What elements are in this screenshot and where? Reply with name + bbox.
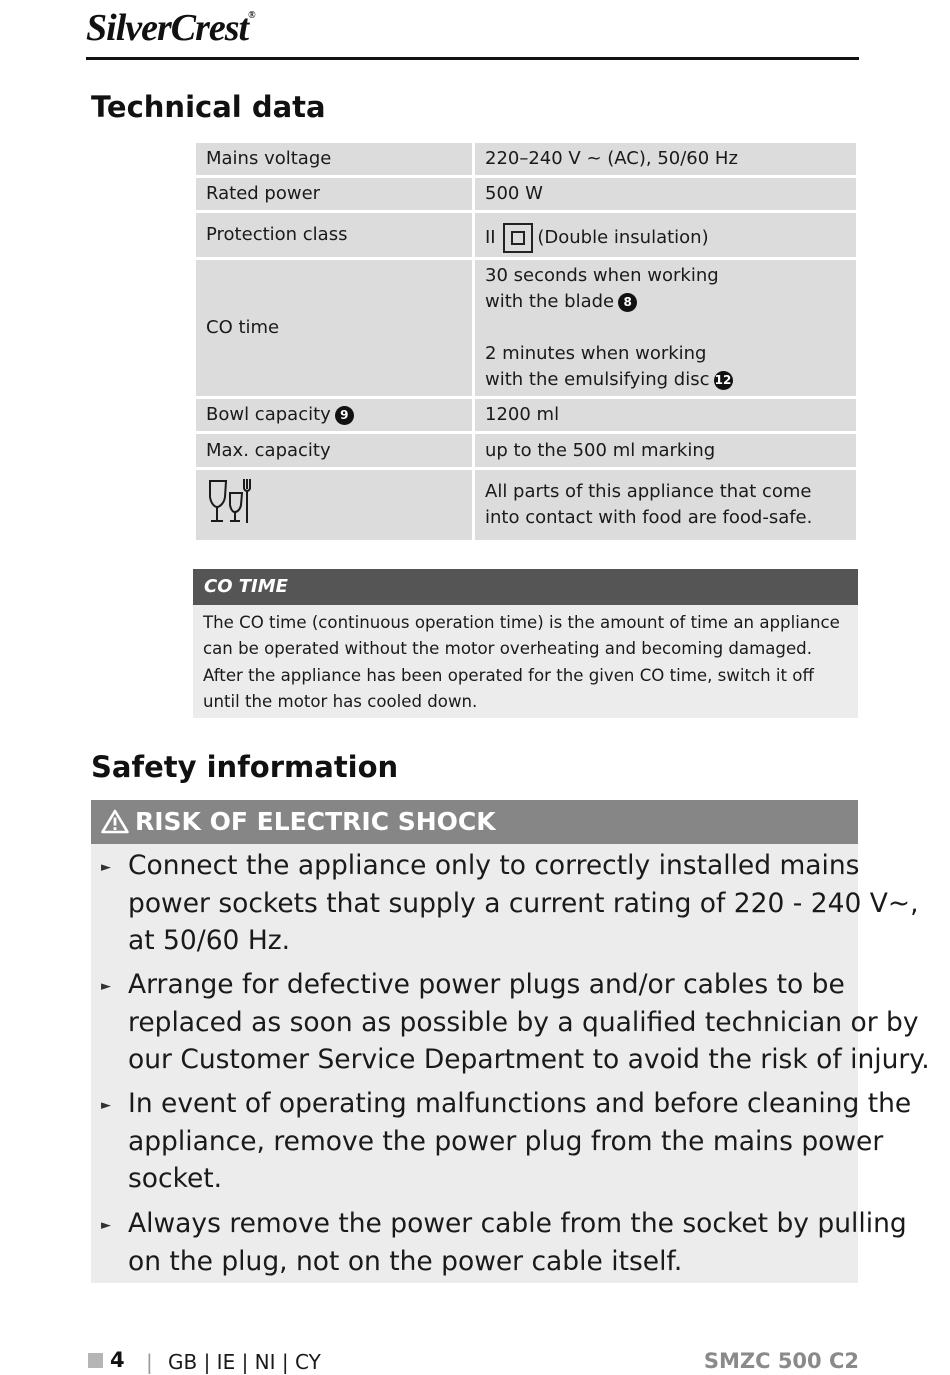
part-number-badge: 8 bbox=[618, 293, 637, 312]
table-row bbox=[196, 143, 856, 175]
table-row bbox=[196, 470, 856, 540]
list-item-line: replaced as soon as possible by a qualified technician or by bbox=[128, 1006, 919, 1038]
warning-body bbox=[91, 844, 930, 1283]
page-number: 4 bbox=[110, 1348, 125, 1372]
list-item-line: Arrange for defective power plugs and/or cables to be bbox=[128, 969, 845, 1000]
table-row bbox=[196, 213, 856, 257]
list-item-line: appliance, remove the power plug from the mains power bbox=[128, 1125, 884, 1157]
model-number: SMZC 500 C2 bbox=[703, 1349, 859, 1373]
co-time-line bbox=[485, 289, 846, 315]
co-time-line bbox=[485, 367, 846, 393]
spacer bbox=[485, 315, 846, 341]
co-time-line: 30 seconds when working bbox=[485, 265, 719, 286]
list-item-line: power sockets that supply a current rating of 220 - 240 V~, bbox=[128, 887, 919, 919]
table-cell-value bbox=[475, 213, 856, 257]
list-item-line: socket. bbox=[128, 1163, 223, 1194]
list-item-line: Always remove the power cable from the socket by pulling bbox=[128, 1208, 907, 1239]
table-cell-value bbox=[475, 470, 856, 540]
table-row bbox=[196, 260, 856, 396]
footer-separator: | bbox=[146, 1350, 153, 1374]
table-row bbox=[196, 178, 856, 210]
table-cell-label: Rated power bbox=[196, 178, 472, 210]
food-safe-line: into contact with food are food-safe. bbox=[485, 507, 813, 528]
table-row bbox=[196, 399, 856, 431]
co-time-note-title: CO TIME bbox=[193, 569, 858, 605]
header-rule bbox=[86, 57, 859, 60]
safety-information-heading: Safety information bbox=[91, 750, 399, 784]
note-line: until the motor has cooled down. bbox=[203, 691, 478, 711]
technical-data-heading: Technical data bbox=[91, 90, 326, 124]
table-cell-value: 220–240 V ~ (AC), 50/60 Hz bbox=[475, 143, 856, 175]
table-cell-label: Mains voltage bbox=[196, 143, 472, 175]
bullet-marker: ► bbox=[101, 979, 111, 994]
protection-class-numeral: II bbox=[485, 227, 496, 248]
protection-class-text: (Double insulation) bbox=[537, 227, 709, 248]
co-time-line-text: with the blade bbox=[485, 291, 615, 312]
co-time-line: 2 minutes when working bbox=[485, 343, 707, 364]
part-number-badge: 9 bbox=[335, 406, 354, 425]
co-time-line-text: with the emulsifying disc bbox=[485, 369, 710, 390]
warning-title: RISK OF ELECTRIC SHOCK bbox=[135, 807, 496, 836]
table-cell-value: up to the 500 ml marking bbox=[475, 434, 856, 467]
footer-countries: GB | IE | NI | CY bbox=[168, 1350, 321, 1374]
co-time-note-body bbox=[193, 605, 858, 718]
list-item-line: our Customer Service Department to avoid the risk of injury. bbox=[128, 1044, 930, 1075]
bullet-marker: ► bbox=[101, 1098, 111, 1113]
brand-logo bbox=[86, 6, 255, 50]
table-cell-label: Max. capacity bbox=[196, 434, 472, 467]
list-item-line: on the plug, not on the power cable itself. bbox=[128, 1245, 683, 1277]
table-cell-label-text: Bowl capacity bbox=[206, 404, 331, 425]
note-line: can be operated without the motor overheating and becoming damaged. bbox=[203, 639, 812, 659]
note-line: After the appliance has been operated for the given CO time, switch it off bbox=[203, 665, 814, 685]
list-item-line: In event of operating malfunctions and before cleaning the bbox=[128, 1088, 912, 1119]
footer-marker bbox=[88, 1353, 103, 1368]
food-safe-line: All parts of this appliance that come bbox=[485, 481, 812, 502]
food-safe-icon bbox=[206, 477, 252, 525]
warning-triangle-icon bbox=[101, 809, 129, 834]
table-cell-label bbox=[196, 399, 472, 431]
list-item-line: at 50/60 Hz. bbox=[128, 925, 291, 956]
registered-mark: ® bbox=[248, 10, 255, 21]
list-item-line: Connect the appliance only to correctly installed mains bbox=[128, 850, 860, 881]
part-number-badge: 12 bbox=[714, 371, 733, 390]
brand-name: SilverCrest bbox=[86, 7, 249, 49]
table-cell-value: 500 W bbox=[475, 178, 856, 210]
table-cell-label: CO time bbox=[196, 260, 472, 396]
table-cell-value: 1200 ml bbox=[475, 399, 856, 431]
bullet-marker: ► bbox=[101, 860, 111, 875]
table-cell-icon bbox=[196, 470, 472, 540]
warning-banner bbox=[91, 800, 858, 844]
bullet-marker: ► bbox=[101, 1218, 111, 1233]
double-insulation-icon bbox=[503, 223, 533, 253]
table-row bbox=[196, 434, 856, 467]
table-cell-label: Protection class bbox=[196, 213, 472, 257]
note-line: The CO time (continuous operation time) is the amount of time an appliance bbox=[203, 613, 840, 632]
table-cell-value bbox=[475, 260, 856, 396]
technical-data-table bbox=[193, 140, 859, 543]
